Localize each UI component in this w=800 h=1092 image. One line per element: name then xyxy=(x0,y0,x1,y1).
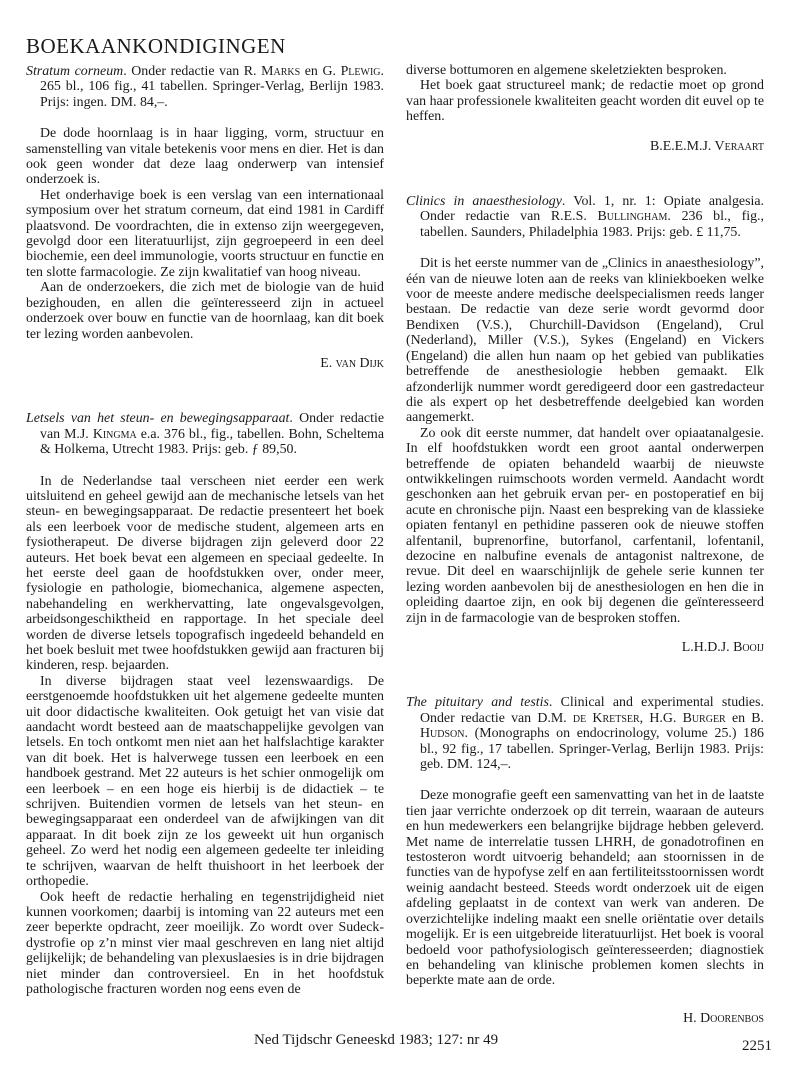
book-citation xyxy=(26,64,384,110)
editor-name: Plewig xyxy=(340,64,381,79)
citation-text: e.a. 376 bl., fig., tabellen. Bohn, Scheltema & Holkema, Utrecht 1983. Prijs: geb. ƒ 89,50. xyxy=(40,426,384,458)
review-paragraph: Ook heeft de redactie herhaling en tegenstrijdigheid niet kunnen voorkomen; daarbij is intoming van 22 auteurs met een zeer beperkte opdracht, zeer moeilijk. Zo wordt over Sudeck-dystrofie op z’n minst vier maal geschreven en lang niet altijd gelijkelijk; de behandeling van plexuslaesies is in drie bijdragen niet minder dan controversieel. En in het hoofdstuk pathologische fracturen worden nog eens even de xyxy=(26,889,384,997)
book-title: Clinics in anaesthesiology xyxy=(406,194,562,210)
editor-name: Bullingham xyxy=(597,209,668,225)
book-citation xyxy=(406,695,764,772)
editor-name: de Kretser xyxy=(572,710,640,726)
review-letsels-continued xyxy=(406,63,764,154)
citation-text: . (Monographs on endocrinology, volume 25.) 186 bl., 92 fig., 17 tabellen. Springer-Verlag, Berlijn 1983. Prijs: geb. DM. 124,–. xyxy=(420,726,764,773)
citation-text: , H.G. xyxy=(639,710,683,726)
review-paragraph: De dode hoornlaag is in haar ligging, vorm, structuur en samenstelling van vitale betekenis voor mens en dier. Het is dan ook geen wonder dat deze laag onderwerp van intensief onderzoek is. xyxy=(26,126,384,188)
reviewer-signature: B.E.E.M.J. Veraart xyxy=(649,138,764,154)
book-title: Stratum corneum xyxy=(26,64,124,79)
review-letsels xyxy=(26,411,384,997)
review-stratum-corneum xyxy=(26,64,384,371)
review-paragraph: Het onderhavige boek is een verslag van een internationaal symposium over het stratum corneum, dat eind 1981 in Cardiff plaatsvond. De voordrachten, die in extenso zijn weergegeven, gevolgd door een literatuurlijst, zijn gegroepeerd in een deel biochemie, een deel immunologie, voorts structuur en functie en ten slotte farmacologie. Ze zijn kwalitatief van hoog niveau. xyxy=(26,187,384,280)
citation-text: . Onder redactie van M.J. xyxy=(40,411,384,442)
book-title: Letsels van het steun- en bewegingsapparaat xyxy=(26,411,290,427)
citation-text: . Vol. 1, nr. 1: Opiate analgesia. Onder redactie van R.E.S. xyxy=(420,194,764,225)
editor-name: Kingma xyxy=(92,426,137,442)
journal-citation-footer: Ned Tijdschr Geneeskd 1983; 127: nr 49 xyxy=(254,1032,499,1048)
editor-name: Burger xyxy=(682,710,726,726)
book-citation xyxy=(406,194,764,240)
citation-text: . 265 bl., 106 fig., 41 tabellen. Springer-Verlag, Berlijn 1983. Prijs: ingen. DM. 84,–. xyxy=(40,64,384,110)
citation-text: . Clinical and experimental studies. Onder redactie van D.M. xyxy=(420,695,764,726)
review-paragraph: Aan de onderzoekers, die zich met de biologie van de huid bezighouden, en allen die geïnteresseerd zijn in actueel onderzoek over bouw en functie van de hoornlaag, kan dit boek ter lezing worden aanbevolen. xyxy=(26,280,384,342)
right-column xyxy=(406,63,764,1026)
review-paragraph: Het boek gaat structureel mank; de redactie moet op grond van haar professionele kwaliteiten geacht worden dit euvel op te heffen. xyxy=(406,78,764,125)
citation-text: en G. xyxy=(300,64,341,79)
review-paragraph: Zo ook dit eerste nummer, dat handelt over opiaatanalgesie. In elf hoofdstukken wordt een groot aantal onderwerpen betreffende de opiaten behandeld waarbij de nieuwste ontwikkelingen ruimschoots worden vermeld. Aandacht wordt geschonken aan het gebruik ervan per- en postoperatief en bij acute en chronische pijn. Naast een bespreking van de klassieke opiaten fentanyl en pethidine passeren ook de nieuwe stoffen alfentanil, buprenorfine, butorfanol, carfentanil, lofentanil, dezocine en nalbufine evenals de antagonist naltrexone, de revue. Dit deel en waarschijnlijk de gehele serie kunnen ter lezing worden aanbevolen bij de anesthesiologen en hen die in opleiding daartoe zijn, en ook bij degenen die geïnteresseerd zijn in de farmacologie van de besproken stoffen. xyxy=(406,425,764,626)
citation-text: . 236 bl., fig., tabellen. Saunders, Philadelphia 1983. Prijs: geb. £ 11,75. xyxy=(420,209,764,240)
editor-name: Marks xyxy=(261,64,301,79)
book-title: The pituitary and testis xyxy=(406,695,549,711)
review-paragraph: In diverse bijdragen staat veel lezenswaardigs. De eerstgenoemde hoofdstukken uit het algemene gedeelte munten uit door didactische kwaliteiten. Ook getuigt het van visie dat aandacht wordt besteed aan de maatschappelijke gevolgen van letsels. En toch ontkomt men niet aan het halfslachtige karakter van dit boek. Het is halverwege tussen een leerboek en een handboek gestrand. Met 22 auteurs is het schier onmogelijk om een leerboek – en een hoge eis hierbij is de didactiek – te schrijven. Buitendien vormen de letsels van het steun- en bewegingsapparaat een onderdeel van de afwijkingen van dit apparaat. In dit boek zijn ze los geweekt uit hun organisch geheel. Zo werd het nodig een algemeen gedeelte ter inleiding te schrijven, waarvan de helft thuishoort in het leerboek der orthopedie. xyxy=(26,673,384,890)
editor-name: Hudson xyxy=(420,726,465,742)
reviewer-signature: H. Doorenbos xyxy=(683,1010,764,1026)
left-column xyxy=(26,64,384,997)
review-paragraph: diverse bottumoren en algemene skeletziekten besproken. xyxy=(406,63,727,78)
citation-text: . Onder redactie van R. xyxy=(123,64,262,79)
citation-text: en B. xyxy=(725,710,764,726)
review-paragraph: In de Nederlandse taal verscheen niet eerder een werk uitsluitend en geheel gewijd aan de mechanische letsels van het steun- en bewegingsapparaat. De redactie presenteert het boek als een leerboek voor de medische student, algemeen arts en fysiotherapeut. De diverse bijdragen zijn geleverd door 22 auteurs. Het boek bevat een algemeen en speciaal gedeelte. In het eerste deel gaan de hoofdstukken over, onder meer, fysiologie en pathologie, biomechanica, algemene aspecten, nabehandeling en werkhervatting, late ongevalsgevolgen, arbeidsongeschiktheid en rapportage. In het speciale deel worden de diverse letsels topografisch ingedeeld behandeld en het boek besluit met twee hoofdstukken gewijd aan fracturen bij kinderen, resp. bejaarden. xyxy=(26,473,384,674)
review-paragraph: Dit is het eerste nummer van de „Clinics in anaesthesiology”, één van de nieuwe loten aan de reeks van kliniekboeken welke voor de meeste andere medische deelspecialismen reeds langer bestaan. De redactie van deze serie wordt gevormd door Bendixen (V.S.), Churchill-Davidson (Engeland), Crul (Nederland), Miller (V.S.), Sykes (Engeland) en Vickers (Engeland) die allen hun naam op het gebied van publikaties betreffende de anesthesiologie hebben gemaakt. Elk afzonderlijk nummer wordt geredigeerd door een gastredacteur die als expert op het desbetreffende deelgebied kan worden aangemerkt. xyxy=(406,256,764,426)
review-pituitary-testis xyxy=(406,695,764,1026)
page-title: BOEKAANKONDIGINGEN xyxy=(26,34,286,59)
review-clinics-anaesthesiology xyxy=(406,194,764,655)
reviewer-signature: E. van Dijk xyxy=(320,355,384,371)
page-number: 2251 xyxy=(742,1038,772,1054)
review-paragraph: Deze monografie geeft een samenvatting van het in de laatste tien jaar verrichte onderzoek op dit terrein, waaraan de auteurs en hun medewerkers een belangrijke bijdrage hebben geleverd. Met name de interrelatie tussen LHRH, de gonadotrofinen en testosteron wordt uitvoerig behandeld; aan stoornissen in de functies van de hypofyse zelf en aan fertiliteitsstoornissen wordt weinig aandacht besteed. Steeds wordt onderzoek uit de eigen afdeling geplaatst in de context van werk van anderen. De overzichtelijke indeling maakt een snelle oriëntatie over details mogelijk. Er is een uitgebreide literatuurlijst. Het boek is vooral bedoeld voor pathofysiologisch geïnteresseerden; diagnostiek en behandeling van klinische problemen komen slechts in beperkte mate aan de orde. xyxy=(406,788,764,989)
book-citation xyxy=(26,411,384,457)
reviewer-signature: L.H.D.J. Booij xyxy=(681,640,764,655)
